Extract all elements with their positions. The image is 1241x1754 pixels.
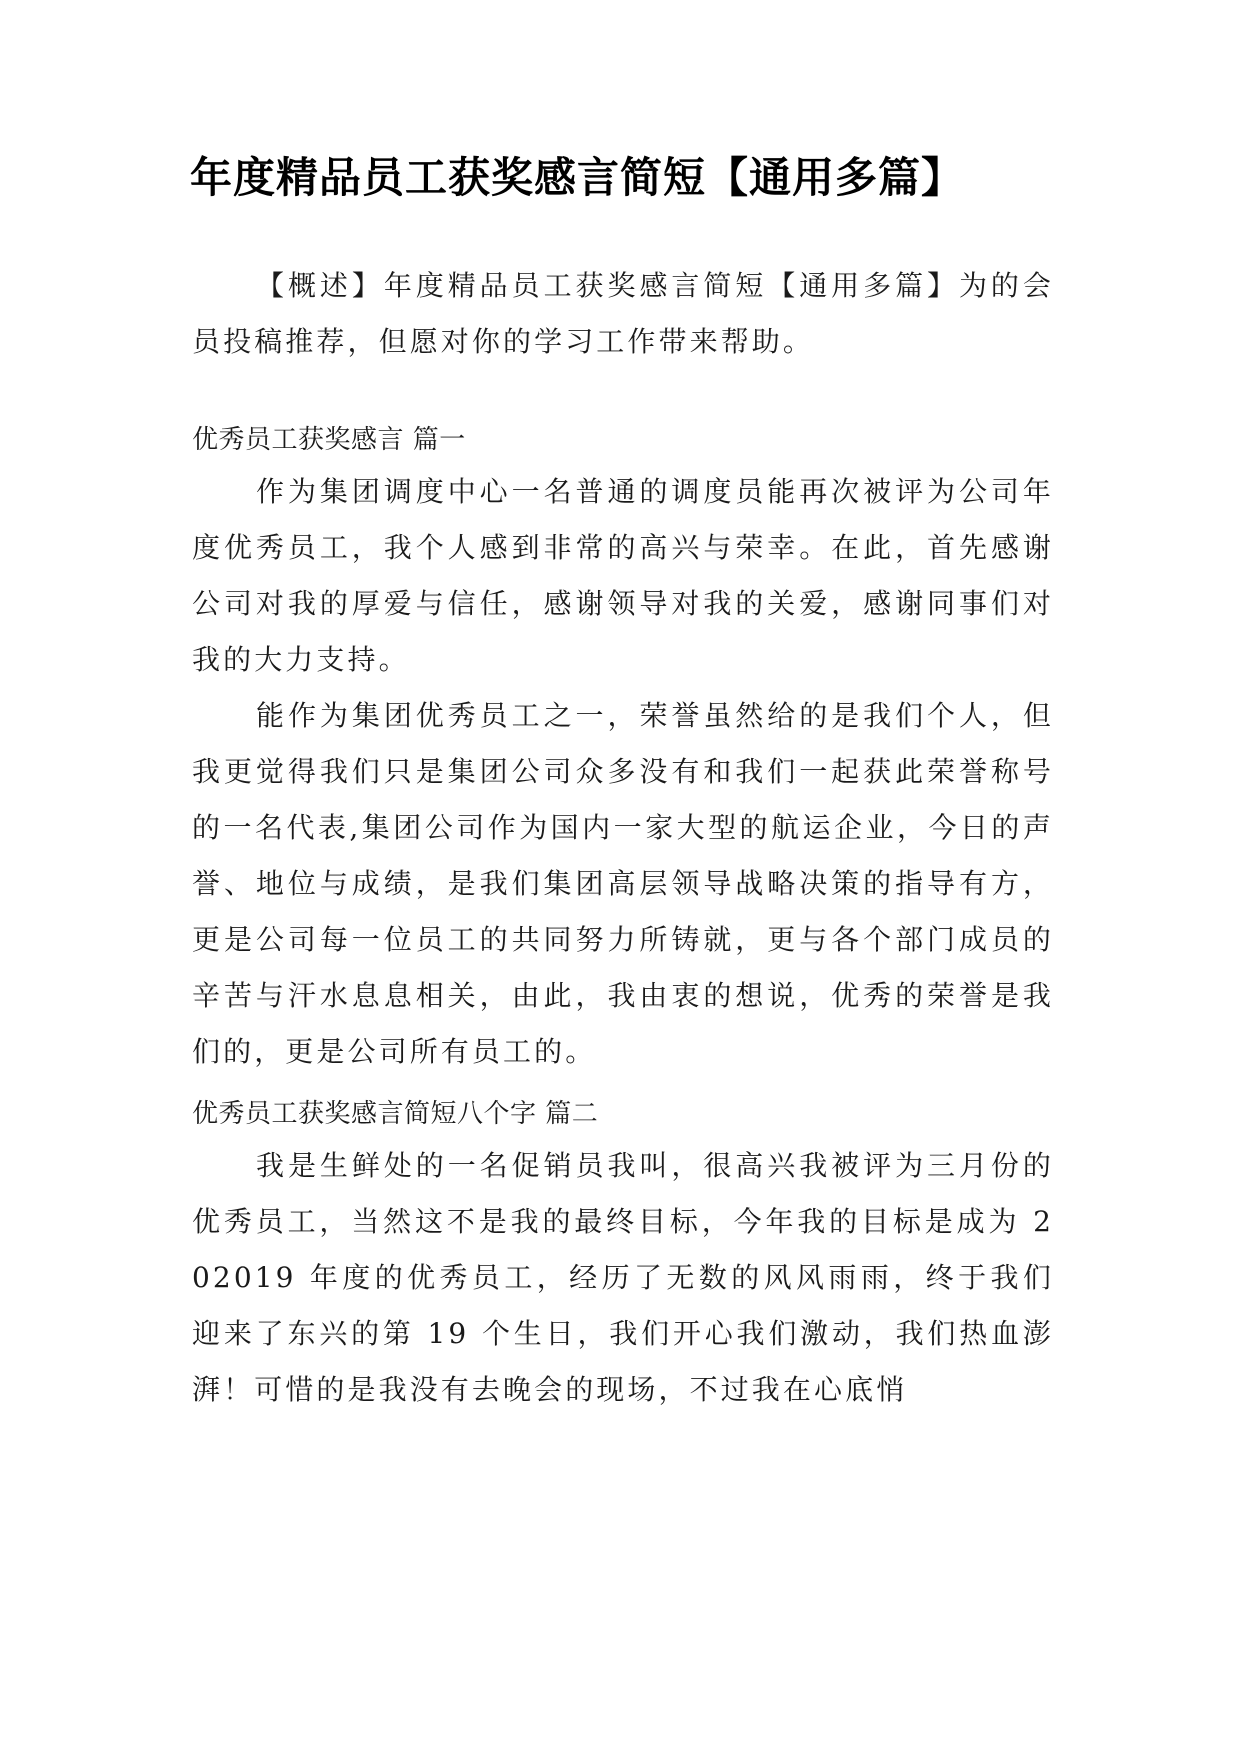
section-1: [192, 420, 1054, 460]
section-1-paragraph-2: 能作为集团优秀员工之一，荣誉虽然给的是我们个人，但我更觉得我们只是集团公司众多没有和我们一起获此荣誉称号的一名代表,集团公司作为国内一家大型的航运企业，今日的声誉、地位与成绩，是我们集团高层领导战略决策的指导有方，更是公司每一位员工的共同努力所铸就，更与各个部门成员的辛苦与汗水息息相关，由此，我由衷的想说，优秀的荣誉是我们的，更是公司所有员工的。: [192, 699, 1054, 1068]
section-1-body: [192, 464, 1054, 1080]
section-2-paragraph-1: 我是生鲜处的一名促销员我叫，很高兴我被评为三月份的优秀员工，当然这不是我的最终目标，今年我的目标是成为 202019 年度的优秀员工，经历了无数的风风雨雨，终于我们迎来了东兴的第 19 个生日，我们开心我们激动，我们热血澎湃！可惜的是我没有去晚会的现场，不过我在心底悄: [192, 1149, 1054, 1406]
section-1-paragraph-1: 作为集团调度中心一名普通的调度员能再次被评为公司年度优秀员工，我个人感到非常的高兴与荣幸。在此，首先感谢公司对我的厚爱与信任，感谢领导对我的关爱，感谢同事们对我的大力支持。: [192, 475, 1054, 676]
section-2-heading: 优秀员工获奖感言简短八个字 篇二: [192, 1099, 599, 1129]
section-2: [192, 1094, 1054, 1134]
section-2-body: [192, 1138, 1054, 1418]
summary-paragraph: 【概述】年度精品员工获奖感言简短【通用多篇】为的会员投稿推荐，但愿对你的学习工作带来帮助。: [192, 269, 1054, 358]
summary-block: [192, 258, 1054, 370]
section-1-heading: 优秀员工获奖感言 篇一: [192, 425, 466, 455]
document-title: 年度精品员工获奖感言简短【通用多篇】: [190, 153, 965, 202]
